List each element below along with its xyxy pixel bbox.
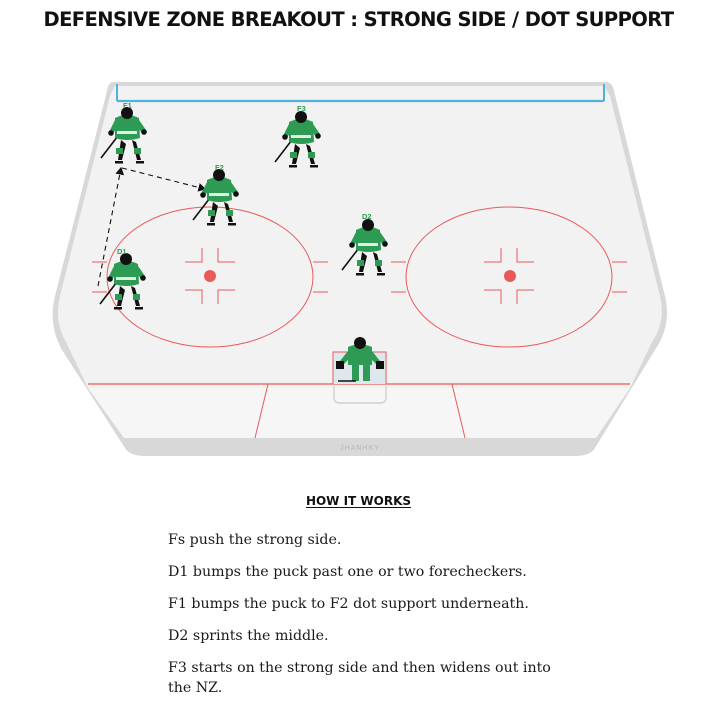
label-f3: F3 [297, 104, 306, 113]
right-faceoff-dot [504, 270, 516, 282]
label-f2: F2 [215, 163, 224, 172]
step-text: F1 bumps the puck to F2 dot support underneath. [168, 596, 529, 612]
step-text: F3 starts on the strong side and then widens out into the NZ. [168, 660, 551, 696]
label-d1: D1 [117, 247, 127, 256]
step-text: Fs push the strong side. [168, 532, 342, 548]
label-d2: D2 [362, 212, 372, 221]
left-faceoff-dot [204, 270, 216, 282]
how-it-works-heading: HOW IT WORKS [305, 494, 412, 508]
step-text: D2 sprints the middle. [168, 628, 329, 644]
watermark: JHANHKY [340, 445, 380, 452]
step-text: D1 bumps the puck past one or two forecheckers. [168, 564, 527, 580]
diagram-title: DEFENSIVE ZONE BREAKOUT : STRONG SIDE / DOT SUPPORT [43, 8, 674, 31]
how-it-works-steps [168, 530, 568, 710]
label-f1: F1 [123, 101, 132, 110]
